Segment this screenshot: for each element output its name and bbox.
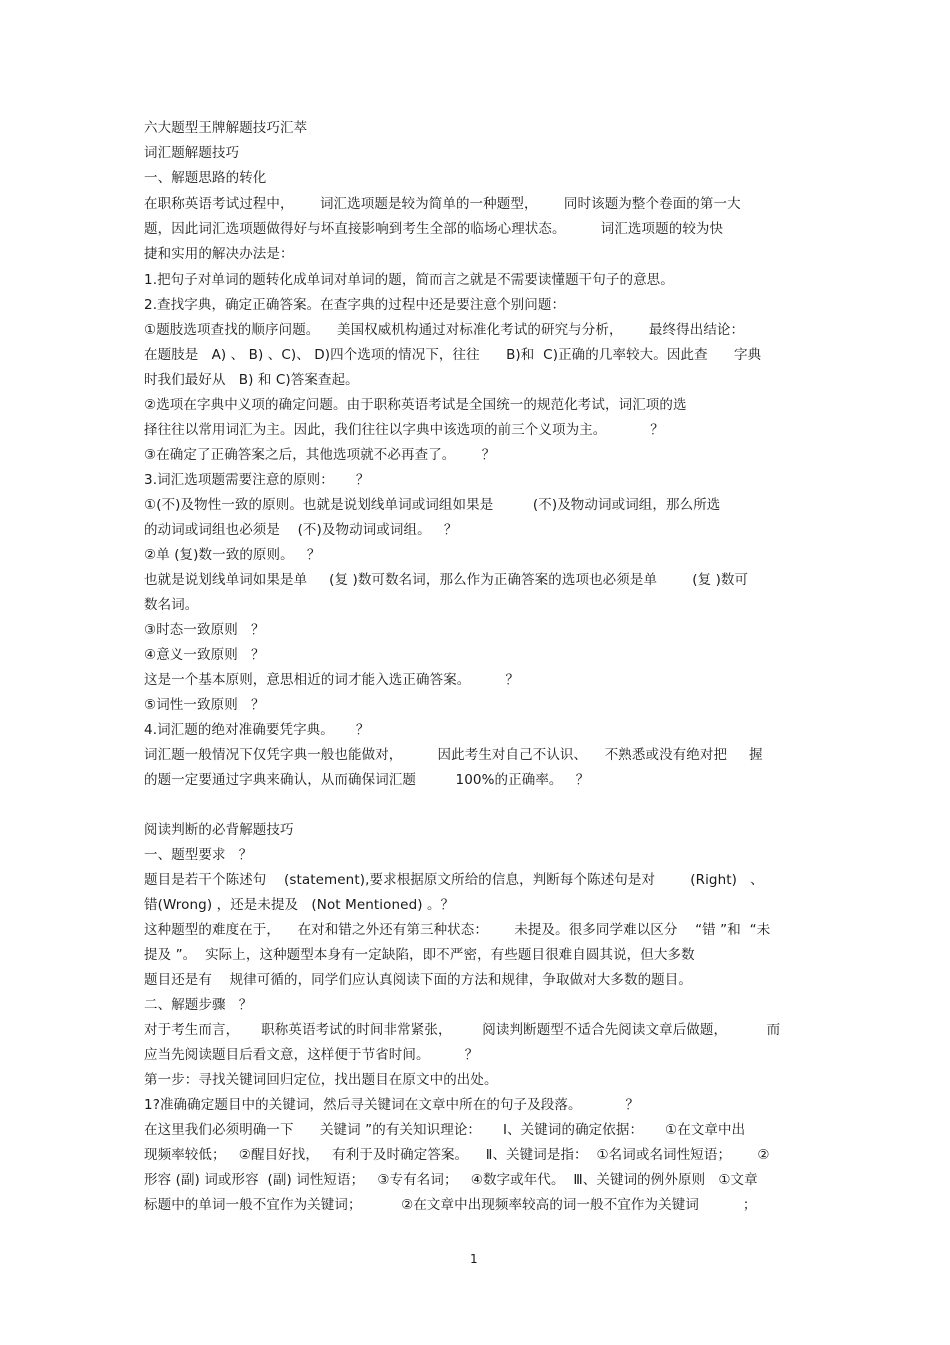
- text-line: 阅读判断的必背解题技巧: [144, 822, 294, 838]
- text-line: ②单 (复)数一致的原则。 ？: [144, 547, 321, 563]
- text-line: 对于考生而言， 职称英语考试的时间非常紧张， 阅读判断题型不适合先阅读文章后做题， 而: [144, 1022, 781, 1038]
- text-line: 在职称英语考试过程中， 词汇选项题是较为简单的一种题型， 同时该题为整个卷面的第一大: [144, 196, 741, 212]
- text-line: 择往往以常用词汇为主。因此，我们往往以字典中该选项的前三个义项为主。 ？: [144, 422, 664, 438]
- text-line: 时我们最好从 B) 和 C)答案查起。: [144, 372, 359, 388]
- text-line: 2.查找字典，确定正确答案。在查字典的过程中还是要注意个别问题：: [144, 297, 566, 313]
- text-line: ①(不)及物性一致的原则。也就是说划线单词或词组如果是 (不)及物动词或词组，那么所选: [144, 497, 721, 513]
- text-line: 错(Wrong) ，还是未提及 (Not Mentioned) 。？: [144, 897, 455, 913]
- text-line: 一、解题思路的转化: [144, 170, 267, 186]
- text-line: 词汇题一般情况下仅凭字典一般也能做对， 因此考生对自己不认识、 不熟悉或没有绝对把 握: [144, 747, 763, 763]
- text-line: 的动词或词组也必须是 (不)及物动词或词组。 ？: [144, 522, 458, 538]
- text-line: 3.词汇选项题需要注意的原则： ？: [144, 472, 370, 488]
- text-line: 1.把句子对单词的题转化成单词对单词的题，简而言之就是不需要读懂题干句子的意思。: [144, 272, 674, 288]
- text-line: 现频率较低； ②醒目好找， 有利于及时确定答案。 Ⅱ、关键词是指： ①名词或名词性短语； ②: [144, 1147, 770, 1163]
- text-line: ③在确定了正确答案之后，其他选项就不必再查了。 ？: [144, 447, 496, 463]
- text-line: 一、题型要求 ？: [144, 847, 253, 863]
- text-line: 1?准确确定题目中的关键词，然后寻关键词在文章中所在的句子及段落。 ？: [144, 1097, 640, 1113]
- text-line: 提及 ”。 实际上，这种题型本身有一定缺陷，即不严密，有些题目很难自圆其说，但大多数: [144, 947, 695, 963]
- text-line: ①题肢选项查找的顺序问题。 美国权威机构通过对标准化考试的研究与分析， 最终得出结论：: [144, 322, 745, 338]
- page-number: 1: [470, 1252, 478, 1266]
- text-line: ⑤词性一致原则 ？: [144, 697, 265, 713]
- text-line: 题目还是有 规律可循的，同学们应认真阅读下面的方法和规律，争取做对大多数的题目。: [144, 972, 692, 988]
- text-line: 二、解题步骤 ？: [144, 997, 253, 1013]
- text-line: ③时态一致原则 ？: [144, 622, 265, 638]
- text-line: 题目是若干个陈述句 (statement),要求根据原文所给的信息，判断每个陈述句是对 (Right) 、: [144, 872, 764, 888]
- text-line: 第一步：寻找关键词回归定位，找出题目在原文中的出处。: [144, 1072, 498, 1088]
- text-line: 的题一定要通过字典来确认，从而确保词汇题 100%的正确率。 ？: [144, 772, 590, 788]
- text-line: 标题中的单词一般不宜作为关键词； ②在文章中出现频率较高的词一般不宜作为关键词 ；: [144, 1197, 757, 1213]
- text-line: 应当先阅读题目后看文意，这样便于节省时间。 ？: [144, 1047, 479, 1063]
- text-line: 在这里我们必须明确一下 关键词 ”的有关知识理论： Ⅰ、关键词的确定依据： ①在文章中出: [144, 1122, 746, 1138]
- text-line: 六大题型王牌解题技巧汇萃: [144, 120, 308, 136]
- text-line: 在题肢是 A) 、 B) 、C)、 D)四个选项的情况下，往往 B)和 C)正确的几率较大。因此查 字典: [144, 347, 762, 363]
- text-line: ②选项在字典中义项的确定问题。由于职称英语考试是全国统一的规范化考试，词汇项的选: [144, 397, 687, 413]
- text-line: ④意义一致原则 ？: [144, 647, 265, 663]
- text-line: 词汇题解题技巧: [144, 145, 240, 161]
- text-line: 也就是说划线单词如果是单 (复 )数可数名词，那么作为正确答案的选项也必须是单 (复 )数可: [144, 572, 749, 588]
- text-line: 形容 (副) 词或形容 (副) 词性短语； ③专有名词； ④数字或年代。 Ⅲ、关键词的例外原则 ①文章: [144, 1172, 758, 1188]
- text-line: 数名词。: [144, 597, 199, 613]
- text-line: 这是一个基本原则，意思相近的词才能入选正确答案。 ？: [144, 672, 520, 688]
- text-line: 题，因此词汇选项题做得好与坏直接影响到考生全部的临场心理状态。 词汇选项题的较为快: [144, 221, 724, 237]
- text-line: 4.词汇题的绝对准确要凭字典。 ？: [144, 722, 370, 738]
- text-line: 捷和实用的解决办法是：: [144, 246, 294, 262]
- text-line: 这种题型的难度在于， 在对和错之外还有第三种状态： 未提及。很多同学难以区分 “错 ”和 “未: [144, 922, 771, 938]
